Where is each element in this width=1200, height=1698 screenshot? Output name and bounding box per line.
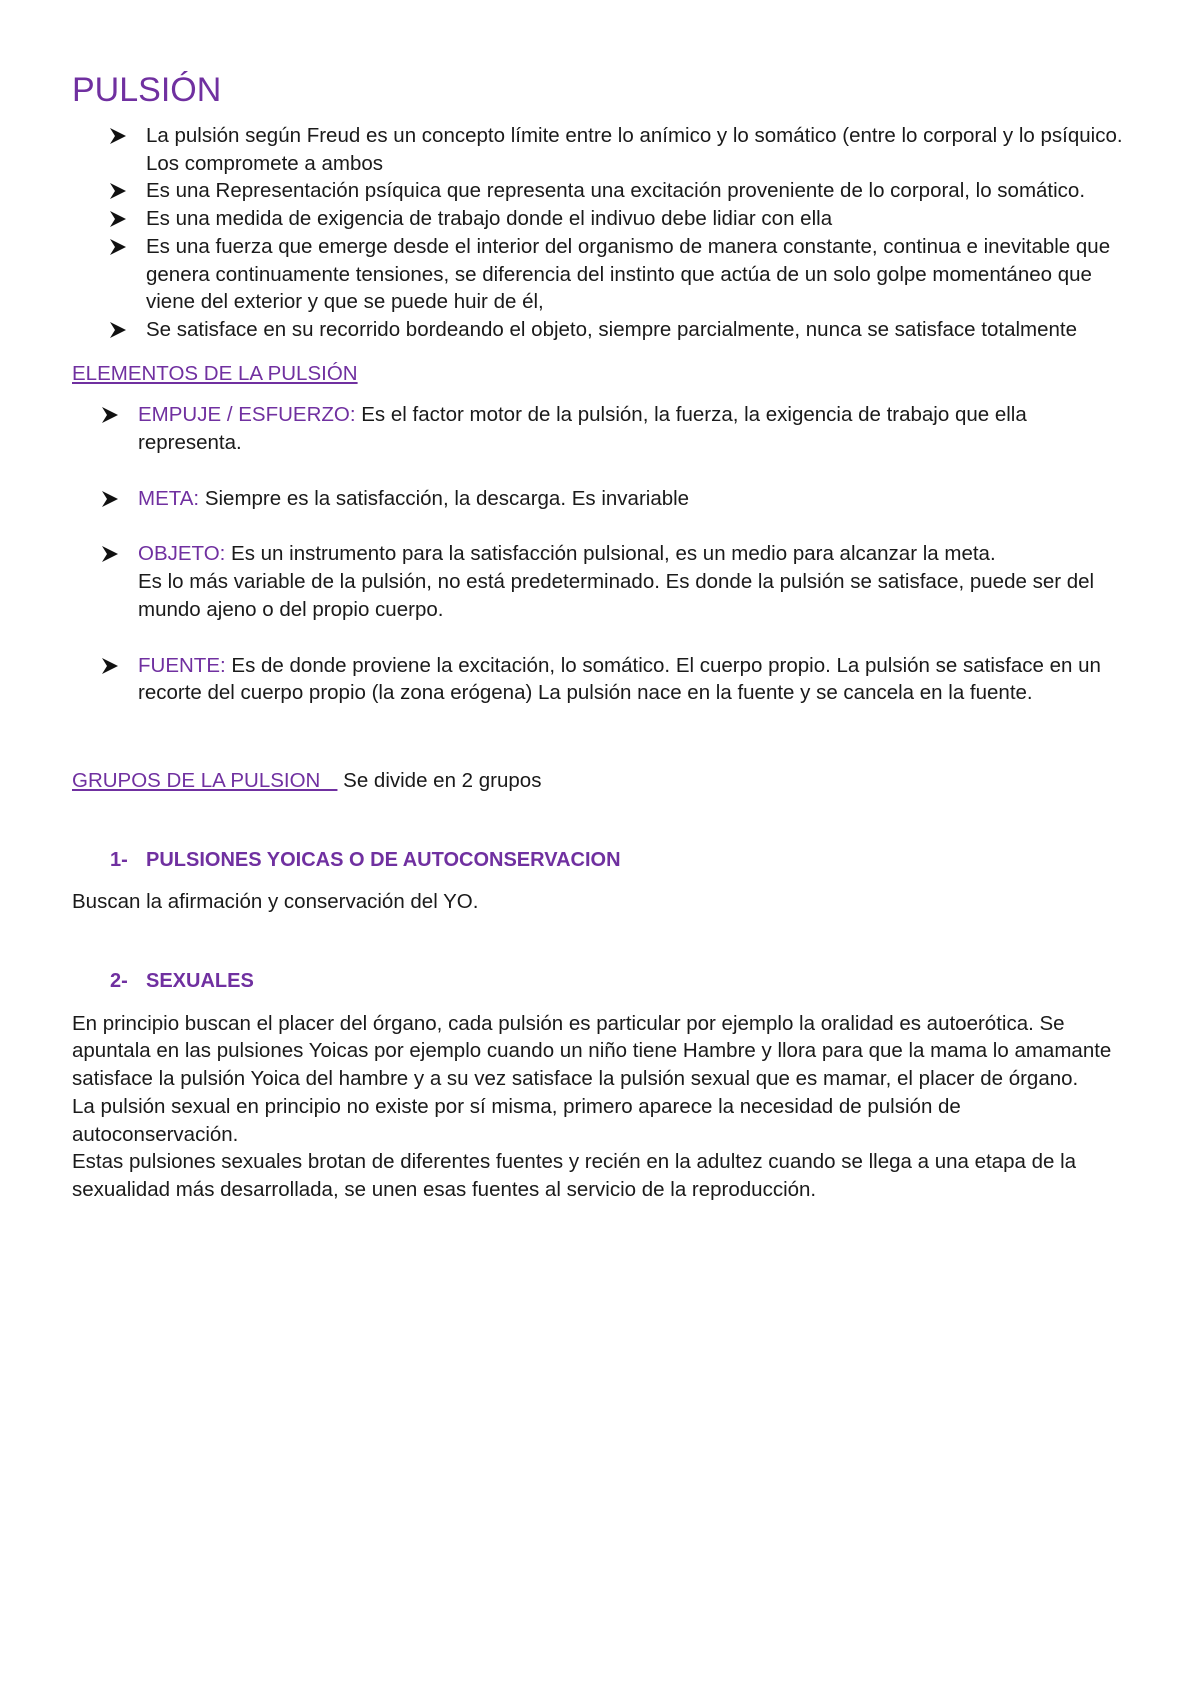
arrowhead-bullet-icon [100,401,122,429]
group2-number: 2- [110,970,128,993]
elements-list [72,401,1132,707]
group2-title: SEXUALES [146,970,254,993]
arrowhead-bullet-icon [100,540,122,568]
element-text: Siempre es la satisfacción, la descarga. Es invariable [199,486,690,510]
group1-title: PULSIONES YOICAS O DE AUTOCONSERVACION [146,848,621,871]
arrowhead-bullet-icon [108,316,130,344]
group2-paragraph: En principio buscan el placer del órgano, cada pulsión es particular por ejemplo la oralidad es autoerótica. Se apuntala en las pulsiones Yoicas por ejemplo cuando un niño tiene Hambre y llora para que la mama lo amamante satisface la pulsión Yoica del hambre y a su vez satisface la pulsión sexual que es mamar, el placer de órgano. [72,1011,1112,1091]
element-term: OBJETO: [138,542,226,566]
group2-paragraph: Estas pulsiones sexuales brotan de diferentes fuentes y recién en la adultez cuando se llega a una etapa de la sexualidad más desarrollada, se unen esas fuentes al servicio de la reproducción. [72,1150,1077,1201]
arrowhead-bullet-icon [108,177,130,205]
arrowhead-bullet-icon [108,205,130,233]
list-item [72,540,1132,623]
element-term: FUENTE: [138,653,226,677]
element-text: Es un instrumento para la satisfacción pulsional, es un medio para alcanzar la meta. [225,542,996,566]
groups-heading-link[interactable]: GRUPOS DE LA PULSION [72,768,338,792]
group1-number: 1- [110,848,128,871]
element-text: Es de donde proviene la excitación, lo somático. El cuerpo propio. La pulsión se satisface en un recorte del cuerpo propio (la zona erógena) La pulsión nace en la fuente y se cancela en la fuente. [138,653,1101,705]
element-term: EMPUJE / ESFUERZO: [138,403,356,427]
list-item: Es una medida de exigencia de trabajo donde el indivuo debe lidiar con ella [72,205,1132,233]
arrowhead-bullet-icon [108,233,130,261]
groups-intro: Se divide en 2 grupos [337,768,542,792]
list-item [72,485,1132,513]
element-text: Es el factor motor de la pulsión, la fuerza, la exigencia de trabajo que ella representa. [138,403,1027,455]
list-item [72,652,1132,707]
element-text-extra: Es lo más variable de la pulsión, no está predeterminado. Es donde la pulsión se satisface, puede ser del mundo ajeno o del propio cuerpo. [138,570,1095,621]
group2-heading [72,968,1132,996]
list-item [72,401,1132,456]
elements-heading-link[interactable]: ELEMENTOS DE LA PULSIÓN [72,361,358,385]
element-term: META: [138,486,200,510]
group2-paragraph: La pulsión sexual en principio no existe por sí misma, primero aparece la necesidad de pulsión de autoconservación. [72,1094,961,1146]
page-title: PULSIÓN [72,71,222,109]
document-page [72,70,1132,1204]
group1-text: Buscan la afirmación y conservación del YO. [72,890,479,914]
list-item: La pulsión según Freud es un concepto límite entre lo anímico y lo somático (entre lo corporal y lo psíquico. Los compromete a ambos [72,122,1132,177]
arrowhead-bullet-icon [100,652,122,680]
arrowhead-bullet-icon [100,485,122,513]
list-item: Es una fuerza que emerge desde el interior del organismo de manera constante, continua e inevitable que genera continuamente tensiones, se diferencia del instinto que actúa de un solo golpe momentáneo que viene del exterior y que se puede huir de él, [72,233,1132,316]
arrowhead-bullet-icon [108,122,130,150]
groups-heading-line [72,767,1132,795]
list-item: Es una Representación psíquica que representa una excitación proveniente de lo corporal, lo somático. [72,177,1132,205]
list-item: Se satisface en su recorrido bordeando el objeto, siempre parcialmente, nunca se satisface totalmente [72,316,1132,344]
intro-list [72,122,1132,344]
group1-heading [72,847,1132,875]
